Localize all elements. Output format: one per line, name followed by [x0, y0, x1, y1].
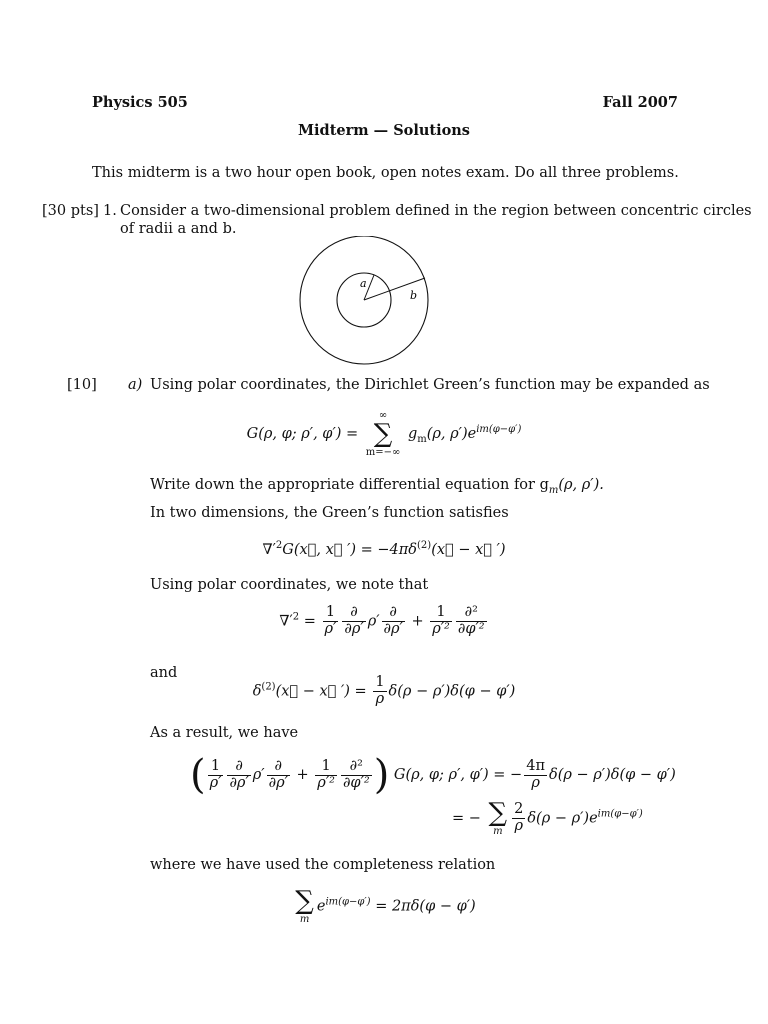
- and-text: and: [150, 665, 178, 681]
- task-text: Write down the appropriate differential equation for g: [150, 477, 549, 493]
- eq1-sum-top: ∞: [378, 410, 388, 421]
- eq2-sup2: (2): [417, 540, 432, 551]
- eq6-exp: im(φ−φ′): [325, 896, 371, 908]
- part-a-points: [10]: [67, 377, 97, 393]
- eq5-mid: ρ′: [252, 767, 265, 783]
- eq3-frac3: $\frac{\partial}{\partial\rho'}$: [383, 604, 403, 637]
- eq3-equals: =: [303, 613, 316, 630]
- part-a-label: a): [128, 377, 143, 393]
- eq5-line2-frac: $\frac{2}{\rho}$: [514, 801, 524, 834]
- eq6-e: e: [316, 898, 326, 915]
- task-tail: (ρ, ρ′).: [558, 477, 604, 493]
- eq5-tail: G(ρ, φ; ρ′, φ′) = −: [393, 767, 523, 783]
- completeness-line: where we have used the completeness relation: [150, 857, 496, 873]
- problem-points: [30 pts]: [42, 203, 99, 219]
- eq5-frac1: $\frac{1}{\rho'}$: [209, 757, 222, 791]
- equation-laplacian-greens: [0, 540, 768, 558]
- equation-result-line1: ( $\frac{1}{\rho'}$ $\frac{\partial}{\partial\rho'}$ ρ′ $\frac{\partial}{\partial\rho'}$ + $\frac{1}{\text{ρ′²}}$ $\frac{\text{∂²}}{\text{∂φ′²}}$ ) G(ρ, φ; ρ′, φ′) = − $\frac{4\pi}{\rho}$ δ(ρ − ρ′)δ(φ − φ′): [190, 752, 676, 798]
- eq5-line2-lead: = −: [452, 810, 481, 827]
- eq3-frac4: $\frac{1}{\text{ρ′²}}$: [432, 604, 450, 637]
- eq4-lhs-tail: (x⃗ − x⃗ ′) =: [275, 683, 367, 700]
- eq2-sup: 2: [275, 540, 283, 551]
- problem-text-line2: of radii a and b.: [120, 221, 237, 237]
- eq1-term-args: (ρ, ρ′)e: [426, 426, 477, 442]
- concentric-circles-figure: [296, 236, 436, 370]
- eq6-rhs: = 2πδ(φ − φ′): [375, 898, 476, 915]
- result-line: As a result, we have: [150, 725, 299, 741]
- eq5-line2-exp: im(φ−φ′): [597, 808, 643, 820]
- eq5-rhs: δ(ρ − ρ′)δ(φ − φ′): [548, 767, 676, 783]
- problem-number: 1.: [103, 203, 117, 219]
- equation-result-line2: [452, 800, 643, 837]
- eq1-lhs: G(ρ, φ; ρ′, φ′) =: [246, 426, 359, 442]
- eq3-lhs: ∇′: [279, 613, 293, 630]
- part-a-statement: Using polar coordinates, the Dirichlet Green’s function may be expanded as: [150, 377, 710, 393]
- eq5-frac5: $\frac{\text{∂²}}{\text{∂φ′²}}$: [342, 757, 370, 791]
- eq5-frac4: $\frac{1}{\text{ρ′²}}$: [317, 757, 335, 791]
- term-label: Fall 2007: [602, 94, 678, 111]
- task-sub: m: [548, 484, 559, 496]
- eq3-frac1: $\frac{1}{\rho'}$: [324, 604, 337, 637]
- problem-text-line1: Consider a two-dimensional problem defined in the region between concentric circles: [120, 203, 752, 219]
- eq5-frac3: $\frac{\partial}{\partial\rho'}$: [268, 757, 288, 791]
- eq3-lhs-sup: 2: [292, 611, 300, 623]
- course-name: Physics 505: [92, 94, 188, 111]
- eq4-lhs: δ: [252, 683, 262, 700]
- eq3-plus: +: [411, 613, 424, 630]
- eq4-frac: $\frac{1}{\rho}$: [375, 674, 385, 707]
- label-b: b: [410, 289, 418, 302]
- equation-greens-expansion: [0, 410, 768, 458]
- label-a: a: [360, 277, 367, 290]
- two-dim-line: In two dimensions, the Green’s function satisfies: [150, 505, 509, 521]
- eq1-term-exp: im(φ−φ′): [476, 424, 522, 436]
- eq2-text-b: G(x⃗, x⃗ ′) = −4πδ: [282, 541, 418, 558]
- polar-line: Using polar coordinates, we note that: [150, 577, 429, 593]
- eq5-plus: +: [296, 767, 309, 783]
- eq4-lhs-sup: (2): [261, 681, 276, 693]
- page-title: Midterm — Solutions: [298, 122, 470, 139]
- eq1-sum-bottom: m=−∞: [365, 447, 401, 458]
- eq3-frac5: $\frac{\text{∂²}}{\text{∂φ′²}}$: [457, 604, 485, 637]
- eq4-rhs: δ(ρ − ρ′)δ(φ − φ′): [388, 683, 516, 700]
- eq6-sum: ∑ m: [295, 886, 314, 925]
- equation-polar-laplacian: [0, 605, 768, 638]
- eq5-sum: ∑ m: [488, 798, 508, 837]
- eq1-term-sub: m: [417, 433, 427, 445]
- eq3-frac2: $\frac{\partial}{\partial\rho'}$: [344, 604, 364, 637]
- eq3-mid: ρ′: [367, 613, 380, 630]
- task-line: [150, 477, 604, 496]
- eq5-frac2: $\frac{\partial}{\partial\rho'}$: [229, 757, 249, 791]
- eq1-term: g: [407, 426, 418, 442]
- eq2-text-c: (x⃗ − x⃗ ′): [431, 541, 506, 558]
- eq2-text-a: ∇′: [262, 541, 276, 558]
- eq1-sum: ∞ ∑ m=−∞: [365, 410, 401, 458]
- equation-completeness: [0, 888, 768, 925]
- eq5-rhs-frac: $\frac{4\pi}{\rho}$: [526, 757, 545, 791]
- eq5-line2-rhs: δ(ρ − ρ′)e: [527, 810, 598, 827]
- intro-text: This midterm is a two hour open book, open notes exam. Do all three problems.: [92, 165, 679, 181]
- equation-delta-polar: [0, 675, 768, 708]
